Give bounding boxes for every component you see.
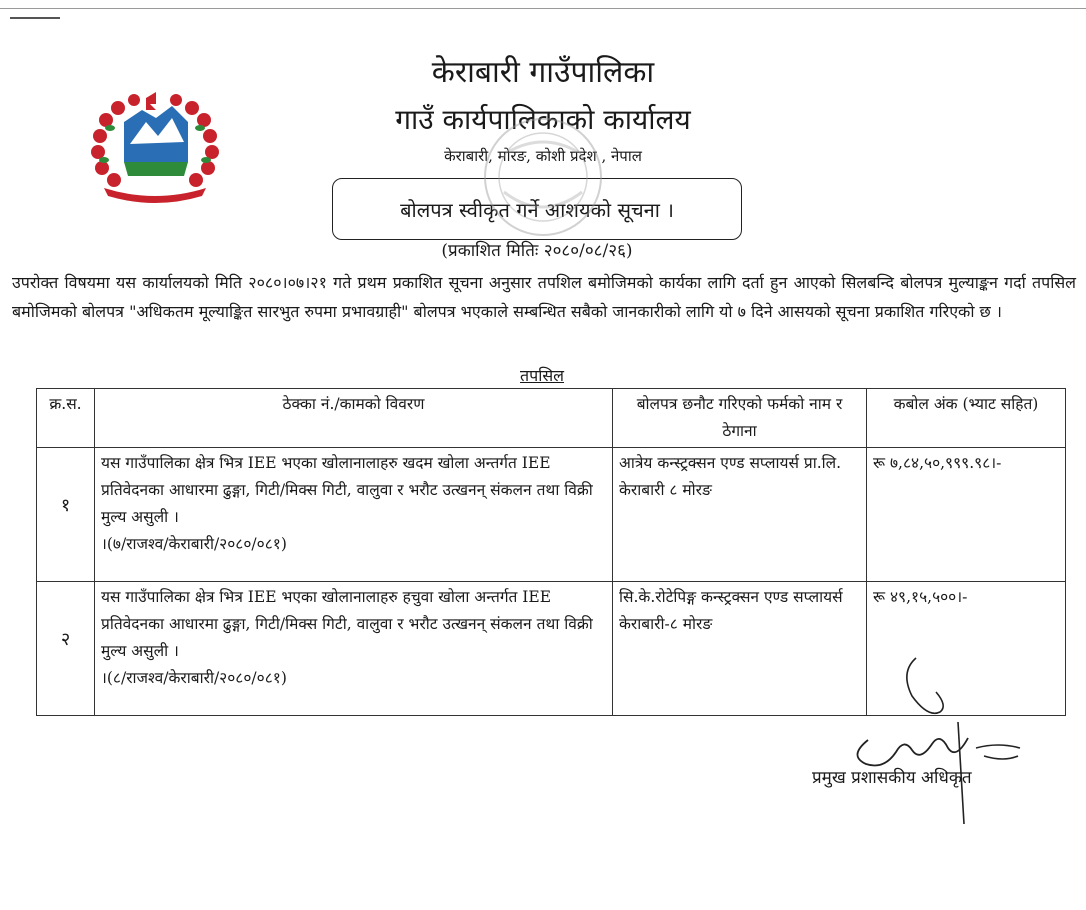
office-address: केराबारी, मोरङ, कोशी प्रदेश , नेपाल — [444, 147, 642, 165]
table-header-row — [37, 389, 1066, 448]
row-serial: २ — [37, 582, 95, 716]
contract-number: ।(८/राजश्व/केराबारी/२०८०/०८१) — [101, 669, 287, 687]
row-firm: सि.के.रोटेपिङ्ग कन्स्ट्रक्सन एण्ड सप्लायर्स केराबारी-८ मोरङ — [613, 582, 867, 716]
header-description: ठेक्का नं./कामको विवरण — [95, 389, 613, 448]
top-mark — [10, 17, 60, 19]
table-row — [37, 582, 1066, 716]
notice-title: बोलपत्र स्वीकृत गर्ने आशयको सूचना । — [400, 198, 674, 222]
bid-details-table — [36, 388, 1066, 716]
header-serial: क्र.स. — [37, 389, 95, 448]
tapasil-label: तपसिल — [520, 366, 565, 385]
row-amount: रू ७,८४,५०,९९९.९८।- — [867, 448, 1066, 582]
municipality-name: केराबारी गाउँपालिका — [431, 55, 655, 90]
work-description: यस गाउँपालिका क्षेत्र भित्र IEE भएका खोलानालाहरु हचुवा खोला अन्तर्गत IEE प्रतिवेदनका आधारमा ढुङ्गा, गिटी/मिक्स गिटी, वालुवा र भरौट उत्खनन् संकलन तथा विक्री मुल्य असुली । — [101, 588, 593, 660]
header-amount: कबोल अंक (भ्याट सहित) — [867, 389, 1066, 448]
row-description — [95, 582, 613, 716]
notice-paragraph: उपरोक्त विषयमा यस कार्यालयको मिति २०८०।०७।२१ गते प्रथम प्रकाशित सूचना अनुसार तपशिल बमोजिमको कार्यका लागि दर्ता हुन आएको सिलबन्दि बोलपत्र मुल्याङ्कन गर्दा तपसिल बमोजिमको बोलपत्र "अधिकतम मूल्याङ्कित सारभुत रुपमा प्रभावग्राही" बोलपत्र भएकाले सम्बन्धित सबैको जानकारीको लागि यो ७ दिने आसयको सूचना प्रकाशित गरिएको छ । — [12, 273, 1076, 321]
contract-number: ।(७/राजश्व/केराबारी/२०८०/०८१) — [101, 535, 287, 553]
table-row — [37, 448, 1066, 582]
top-rule — [0, 8, 1086, 9]
work-description: यस गाउँपालिका क्षेत्र भित्र IEE भएका खोलानालाहरु खदम खोला अन्तर्गत IEE प्रतिवेदनका आधारमा ढुङ्गा, गिटी/मिक्स गिटी, वालुवा र भरौट उत्खनन् संकलन तथा विक्री मुल्य असुली । — [101, 454, 593, 526]
row-amount: रू ४९,१५,५००।- — [867, 582, 1066, 716]
signatory-designation: प्रमुख प्रशासकीय अधिकृत — [812, 768, 972, 788]
row-firm: आत्रेय कन्स्ट्रक्सन एण्ड सप्लायर्स प्रा.लि. केराबारी ८ मोरङ — [613, 448, 867, 582]
published-date: (प्रकाशित मितिः २०८०/०८/२६) — [441, 241, 633, 261]
office-name: गाउँ कार्यपालिकाको कार्यालय — [395, 103, 691, 136]
row-description — [95, 448, 613, 582]
row-serial: १ — [37, 448, 95, 582]
header-firm: बोलपत्र छनौट गरिएको फर्मको नाम र ठेगाना — [613, 389, 867, 448]
